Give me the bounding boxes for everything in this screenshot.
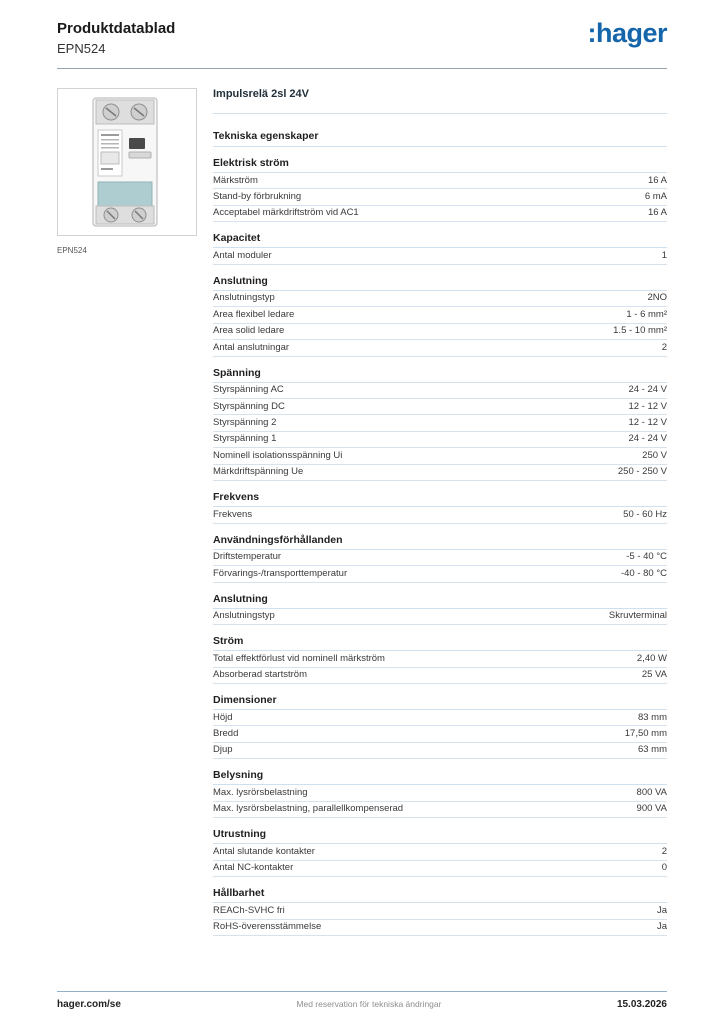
spec-label: Stand-by förbrukning <box>213 190 302 202</box>
section-rows <box>213 651 667 684</box>
spec-row <box>213 566 667 582</box>
spec-label: Märkström <box>213 174 258 186</box>
spec-value: Ja <box>656 904 667 916</box>
product-image-caption: EPN524 <box>57 246 87 255</box>
specs-heading: Tekniska egenskaper <box>213 130 667 147</box>
spec-value: 800 VA <box>636 786 667 798</box>
spec-label: Nominell isolationsspänning Ui <box>213 449 343 461</box>
header-titles <box>57 20 175 56</box>
spec-label: Styrspänning 2 <box>213 416 277 428</box>
spec-section <box>213 534 667 583</box>
spec-value: 250 V <box>642 449 667 461</box>
spec-section <box>213 593 667 625</box>
spec-section <box>213 232 667 264</box>
spec-row <box>213 726 667 742</box>
spec-section <box>213 769 667 818</box>
footer-disclaimer: Med reservation för tekniska ändringar <box>296 999 442 1009</box>
spec-label: Höjd <box>213 711 233 723</box>
spec-row <box>213 710 667 726</box>
spec-value: 2NO <box>647 292 667 304</box>
spec-value: 12 - 12 V <box>628 400 667 412</box>
section-title: Kapacitet <box>213 232 667 248</box>
spec-row <box>213 383 667 399</box>
section-rows <box>213 550 667 583</box>
section-title: Anslutning <box>213 275 667 291</box>
spec-value: 900 VA <box>636 803 667 815</box>
spec-row <box>213 844 667 860</box>
page-title: Produktdatablad <box>57 20 176 37</box>
spec-row <box>213 743 667 759</box>
spec-section <box>213 491 667 523</box>
spec-value: 250 - 250 V <box>617 466 667 478</box>
spec-label: Area solid ledare <box>213 325 285 337</box>
spec-label: Djup <box>213 744 233 756</box>
spec-row <box>213 903 667 919</box>
spec-label: Max. lysrörsbelastning, parallellkompenserad <box>213 803 404 815</box>
spec-value: Ja <box>656 921 667 933</box>
spec-label: Acceptabel märkdriftström vid AC1 <box>213 207 359 219</box>
spec-row <box>213 920 667 936</box>
spec-label: Area flexibel ledare <box>213 308 295 320</box>
section-title: Elektrisk ström <box>213 157 667 173</box>
section-title: Användningsförhållanden <box>213 534 667 550</box>
spec-row <box>213 399 667 415</box>
spec-value: 83 mm <box>637 711 667 723</box>
spec-section <box>213 694 667 759</box>
spec-label: Absorberad startström <box>213 669 307 681</box>
section-rows <box>213 609 667 625</box>
content <box>57 88 667 936</box>
spec-row <box>213 609 667 625</box>
section-rows <box>213 710 667 759</box>
spec-label: Anslutningstyp <box>213 610 275 622</box>
spec-value: 1 <box>661 249 667 261</box>
section-rows <box>213 248 667 264</box>
spec-section <box>213 367 667 482</box>
spec-row <box>213 206 667 222</box>
spec-row <box>213 189 667 205</box>
spec-label: Märkdriftspänning Ue <box>213 466 304 478</box>
product-image <box>57 88 197 236</box>
spec-section <box>213 887 667 936</box>
hager-logo: :hager <box>587 18 667 48</box>
spec-label: Bredd <box>213 727 239 739</box>
spec-table <box>213 88 667 936</box>
spec-value: 1.5 - 10 mm² <box>613 325 667 337</box>
section-rows <box>213 785 667 818</box>
spec-value: -5 - 40 °C <box>626 551 667 563</box>
spec-label: Frekvens <box>213 508 253 520</box>
spec-row <box>213 448 667 464</box>
spec-label: Förvarings-/transporttemperatur <box>213 567 348 579</box>
section-title: Utrustning <box>213 828 667 844</box>
spec-row <box>213 432 667 448</box>
header-divider <box>57 68 667 69</box>
section-rows <box>213 844 667 877</box>
spec-label: Antal moduler <box>213 249 272 261</box>
section-title: Ström <box>213 635 667 651</box>
spec-label: RoHS-överensstämmelse <box>213 921 322 933</box>
section-rows <box>213 291 667 357</box>
spec-row <box>213 785 667 801</box>
spec-value: 50 - 60 Hz <box>623 508 667 520</box>
spec-row <box>213 415 667 431</box>
spec-section <box>213 828 667 877</box>
spec-row <box>213 291 667 307</box>
spec-row <box>213 465 667 481</box>
spec-row <box>213 651 667 667</box>
spec-value: 12 - 12 V <box>628 416 667 428</box>
spec-value: 16 A <box>647 207 667 219</box>
spec-label: Antal anslutningar <box>213 341 290 353</box>
spec-row <box>213 307 667 323</box>
section-rows <box>213 173 667 222</box>
spec-row <box>213 550 667 566</box>
spec-value: 0 <box>661 862 667 874</box>
spec-row <box>213 248 667 264</box>
section-title: Dimensioner <box>213 694 667 710</box>
section-title: Anslutning <box>213 593 667 609</box>
spec-row <box>213 173 667 189</box>
spec-label: Total effektförlust vid nominell märkström <box>213 652 385 664</box>
spec-value: 2,40 W <box>636 652 667 664</box>
spec-label: Styrspänning AC <box>213 384 284 396</box>
spec-value: 6 mA <box>644 190 667 202</box>
spec-value: 63 mm <box>637 744 667 756</box>
spec-row <box>213 507 667 523</box>
spec-label: REACh-SVHC fri <box>213 904 285 916</box>
product-code: EPN524 <box>57 41 106 56</box>
spec-value: Skruvterminal <box>608 610 667 622</box>
spec-label: Driftstemperatur <box>213 551 282 563</box>
page-footer <box>57 991 667 1010</box>
page-header <box>57 20 667 56</box>
spec-value: 1 - 6 mm² <box>626 308 667 320</box>
spec-section <box>213 635 667 684</box>
spec-row <box>213 861 667 877</box>
section-rows <box>213 903 667 936</box>
section-title: Spänning <box>213 367 667 383</box>
spec-value: 16 A <box>647 174 667 186</box>
spec-row <box>213 668 667 684</box>
spec-label: Antal NC-kontakter <box>213 862 294 874</box>
spec-value: -40 - 80 °C <box>620 567 667 579</box>
spec-value: 2 <box>661 845 667 857</box>
spec-label: Styrspänning DC <box>213 400 285 412</box>
spec-value: 24 - 24 V <box>628 433 667 445</box>
relay-device-illustration <box>63 94 191 230</box>
spec-row <box>213 324 667 340</box>
spec-value: 17,50 mm <box>624 727 667 739</box>
section-title: Hållbarhet <box>213 887 667 903</box>
footer-date: 15.03.2026 <box>616 999 667 1010</box>
section-rows <box>213 507 667 523</box>
product-name: Impulsrelä 2sl 24V <box>213 88 667 114</box>
spec-label: Anslutningstyp <box>213 292 275 304</box>
spec-section <box>213 275 667 357</box>
spec-value: 25 VA <box>641 669 667 681</box>
spec-section <box>213 157 667 222</box>
spec-value: 24 - 24 V <box>628 384 667 396</box>
section-title: Frekvens <box>213 491 667 507</box>
section-title: Belysning <box>213 769 667 785</box>
spec-label: Styrspänning 1 <box>213 433 277 445</box>
spec-value: 2 <box>661 341 667 353</box>
spec-row <box>213 802 667 818</box>
section-rows <box>213 383 667 482</box>
product-image-column <box>57 88 197 936</box>
spec-label: Antal slutande kontakter <box>213 845 315 857</box>
spec-sections <box>213 157 667 936</box>
spec-label: Max. lysrörsbelastning <box>213 786 308 798</box>
footer-website: hager.com/se <box>57 999 121 1010</box>
spec-row <box>213 340 667 356</box>
